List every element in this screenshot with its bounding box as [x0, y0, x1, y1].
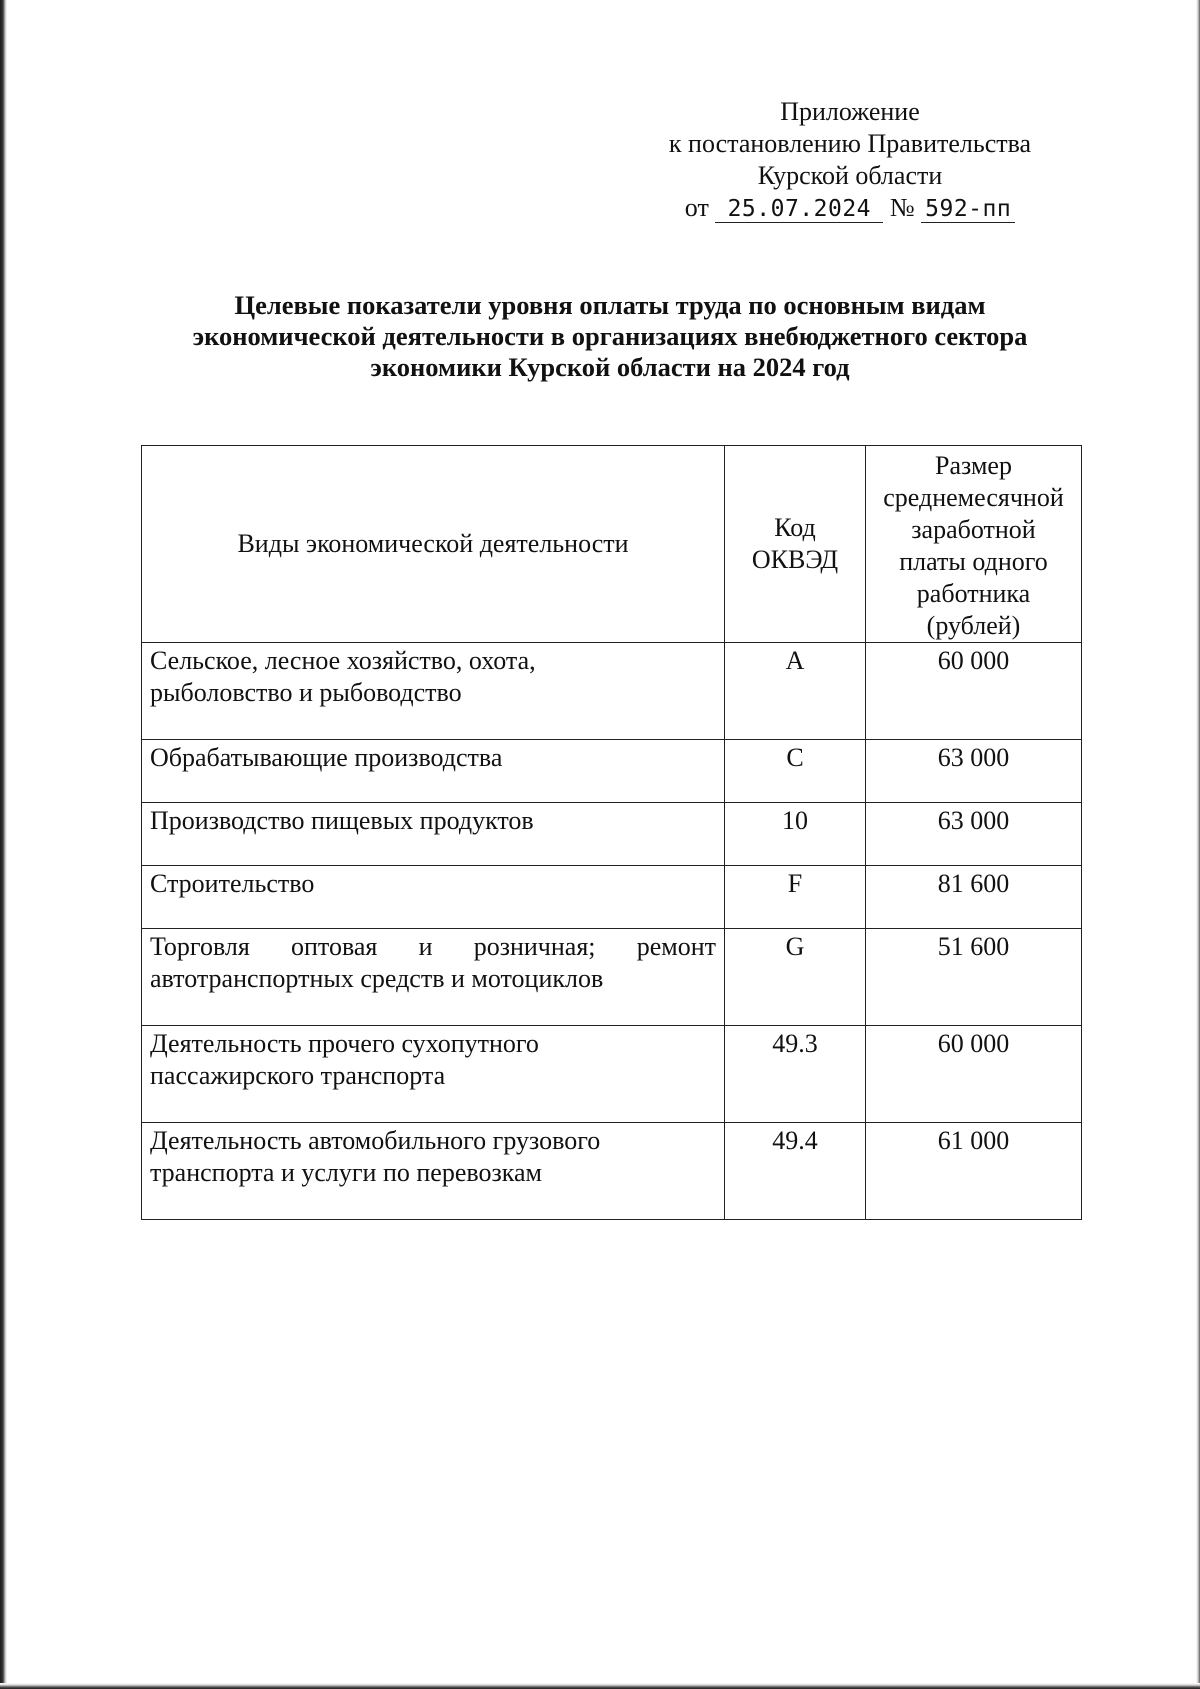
scan-edge-left	[0, 0, 7, 1689]
table-row	[142, 803, 1082, 866]
document-title	[140, 290, 1080, 383]
salary-value-cell: 60 000	[866, 1026, 1082, 1123]
activity-cell: Торговля оптовая и розничная; ремонт автотранспортных средств и мотоциклов	[142, 929, 725, 1026]
header-activity: Виды экономической деятельности	[142, 446, 725, 643]
salary-value-cell: 81 600	[866, 866, 1082, 929]
table-row	[142, 929, 1082, 1026]
okved-code-cell: 49.4	[725, 1123, 866, 1220]
date-prefix: от	[684, 193, 709, 222]
indicators-table-wrapper	[141, 445, 1081, 1220]
salary-value-cell: 63 000	[866, 740, 1082, 803]
salary-value-cell: 51 600	[866, 929, 1082, 1026]
table-row	[142, 1123, 1082, 1220]
activity-cell: Деятельность автомобильного грузового транспорта и услуги по перевозкам	[142, 1123, 725, 1220]
activity-cell: Обрабатывающие производства	[142, 740, 725, 803]
salary-value-cell: 60 000	[866, 643, 1082, 740]
title-line-1: Целевые показатели уровня оплаты труда по основным видам	[234, 290, 986, 320]
table-row	[142, 1026, 1082, 1123]
title-line-2: экономической деятельности в организациях внебюджетного сектора	[192, 321, 1028, 351]
indicators-table	[141, 445, 1082, 1220]
resolution-number: 592-пп	[921, 196, 1015, 223]
activity-cell: Строительство	[142, 866, 725, 929]
okved-code-cell: A	[725, 643, 866, 740]
title-line-3: экономики Курской области на 2024 год	[370, 352, 850, 382]
table-row	[142, 643, 1082, 740]
okved-code-cell: C	[725, 740, 866, 803]
appendix-date-number-line	[640, 192, 1060, 224]
salary-value-cell: 63 000	[866, 803, 1082, 866]
activity-cell: Производство пищевых продуктов	[142, 803, 725, 866]
table-row	[142, 866, 1082, 929]
appendix-reference: к постановлению Правительства	[668, 129, 1032, 158]
activity-cell: Деятельность прочего сухопутного пассажирского транспорта	[142, 1026, 725, 1123]
number-prefix: №	[889, 193, 915, 222]
header-okved-code: Код ОКВЭД	[725, 446, 866, 643]
okved-code-cell: 10	[725, 803, 866, 866]
scan-edge-bottom	[0, 1683, 1200, 1689]
appendix-label: Приложение	[780, 97, 920, 126]
okved-code-cell: G	[725, 929, 866, 1026]
appendix-block	[640, 96, 1060, 224]
activity-cell: Сельское, лесное хозяйство, охота, рыболовство и рыбоводство	[142, 643, 725, 740]
table-row	[142, 740, 1082, 803]
appendix-region: Курской области	[757, 161, 943, 190]
scan-edge-right	[1196, 0, 1200, 1689]
table-header-row	[142, 446, 1082, 643]
okved-code-cell: F	[725, 866, 866, 929]
resolution-date: 25.07.2024	[715, 196, 883, 223]
header-average-salary: Размер среднемесячной заработной платы одного работника (рублей)	[866, 446, 1082, 643]
salary-value-cell: 61 000	[866, 1123, 1082, 1220]
okved-code-cell: 49.3	[725, 1026, 866, 1123]
